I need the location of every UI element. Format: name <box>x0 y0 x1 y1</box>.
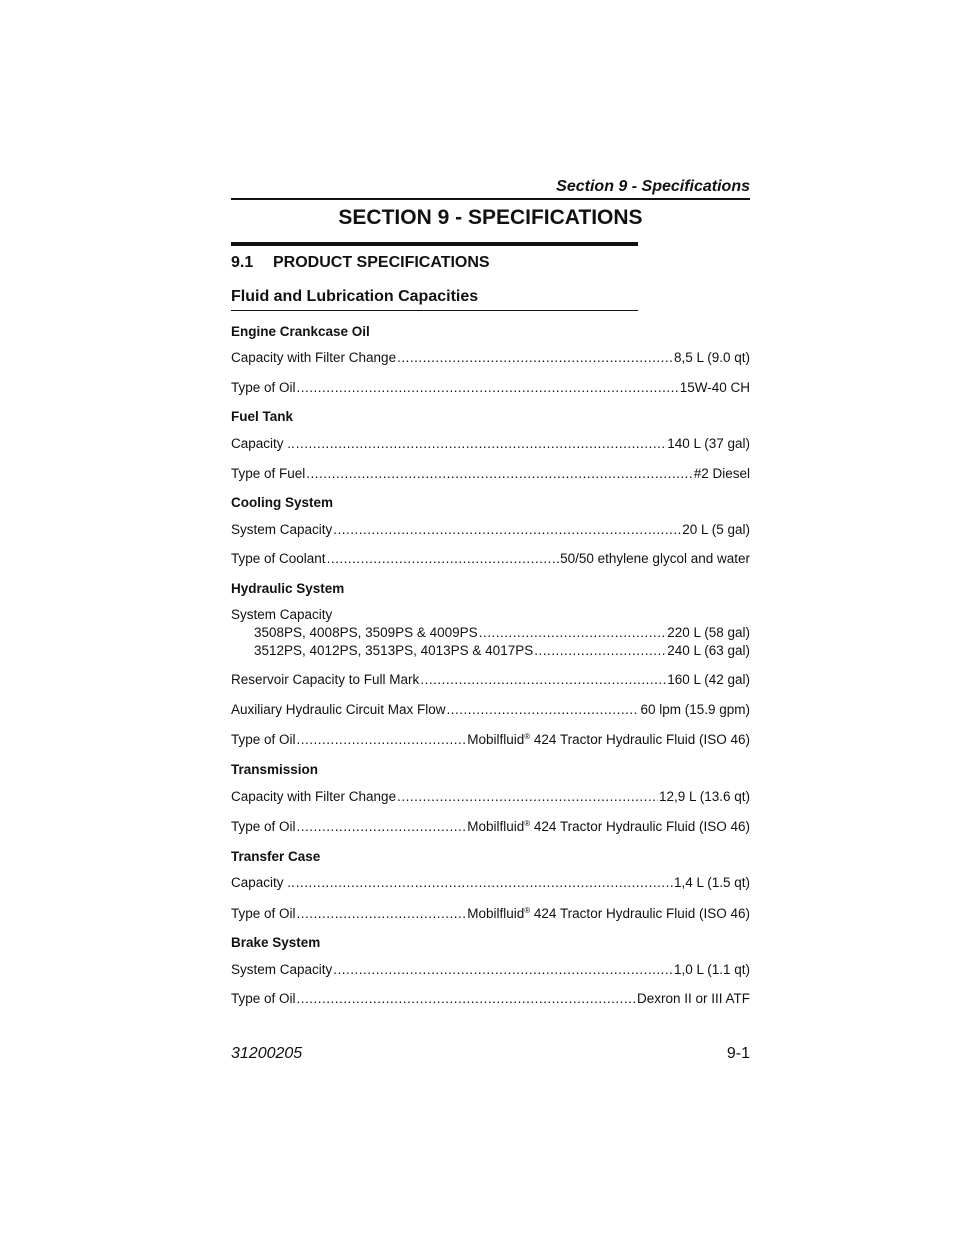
spec-label: 3512PS, 4012PS, 3513PS, 4013PS & 4017PS <box>254 643 534 658</box>
group-title-cooling: Cooling System <box>231 495 334 510</box>
spec-label: Capacity with Filter Change <box>231 789 397 804</box>
brand-name: Mobilfluid <box>467 819 525 834</box>
group-title-transfer: Transfer Case <box>231 849 321 864</box>
subsection-number: 9.1 <box>231 254 254 271</box>
dot-leader <box>333 521 681 539</box>
document-page <box>231 176 750 1008</box>
spec-value: 20 L (5 gal) <box>682 522 750 537</box>
spec-label: Capacity .. <box>231 875 295 890</box>
spec-label: Type of Fuel <box>231 466 306 481</box>
spec-label: 3508PS, 4008PS, 3509PS & 4009PS <box>254 625 478 640</box>
spec-row <box>231 905 750 923</box>
dot-leader <box>420 671 666 689</box>
section-title: SECTION 9 - SPECIFICATIONS <box>338 206 643 229</box>
dot-leader <box>306 465 692 483</box>
fluid-description: 424 Tractor Hydraulic Fluid (ISO 46) <box>530 732 750 747</box>
fluid-description: 424 Tractor Hydraulic Fluid (ISO 46) <box>530 819 750 834</box>
spec-value: 220 L (58 gal) <box>667 625 750 640</box>
section-rule <box>231 242 638 246</box>
subsection-title: PRODUCT SPECIFICATIONS <box>273 254 490 271</box>
spec-row <box>231 624 750 642</box>
spec-label: Type of Oil <box>231 819 296 834</box>
running-header: Section 9 - Specifications <box>556 178 750 195</box>
spec-value: 140 L (37 gal) <box>667 436 750 451</box>
spec-row <box>231 521 750 539</box>
spec-label: Auxiliary Hydraulic Circuit Max Flow <box>231 702 446 717</box>
dot-leader <box>296 874 673 892</box>
spec-label: Reservoir Capacity to Full Mark <box>231 672 420 687</box>
spec-row <box>231 961 750 979</box>
dot-leader <box>297 905 467 923</box>
spec-row <box>231 731 750 749</box>
spec-label: Type of Oil <box>231 991 296 1006</box>
spec-value: 8,5 L (9.0 qt) <box>673 350 750 365</box>
fluid-description: 424 Tractor Hydraulic Fluid (ISO 46) <box>530 906 750 921</box>
dot-leader <box>297 379 679 397</box>
spec-label: Capacity with Filter Change <box>231 350 397 365</box>
dot-leader <box>447 701 640 719</box>
spec-row <box>231 874 750 892</box>
dot-leader <box>296 435 666 453</box>
dot-leader <box>297 731 467 749</box>
spec-value: 12,9 L (13.6 qt) <box>658 789 750 804</box>
spec-row <box>231 788 750 806</box>
page-number: 9-1 <box>726 1045 750 1062</box>
dot-leader <box>479 624 667 642</box>
registered-mark: ® <box>524 732 531 741</box>
registered-mark: ® <box>524 906 531 915</box>
spec-label: System Capacity <box>231 962 333 977</box>
spec-value: 1,0 L (1.1 qt) <box>673 962 750 977</box>
spec-row <box>231 642 750 660</box>
spec-label: Type of Coolant <box>231 551 326 566</box>
dot-leader <box>297 818 467 836</box>
spec-value <box>467 905 750 923</box>
spec-value: #2 Diesel <box>693 466 750 481</box>
spec-label: Type of Oil <box>231 380 296 395</box>
spec-value: 15W-40 CH <box>679 380 750 395</box>
spec-label: System Capacity <box>231 607 333 622</box>
registered-mark: ® <box>524 819 531 828</box>
group-title-hydraulic: Hydraulic System <box>231 581 345 596</box>
spec-value: 240 L (63 gal) <box>667 643 750 658</box>
dot-leader <box>297 990 636 1008</box>
group-title-engine: Engine Crankcase Oil <box>231 324 370 339</box>
spec-row <box>231 818 750 836</box>
spec-label: Capacity .. <box>231 436 295 451</box>
spec-row <box>231 701 750 719</box>
dot-leader <box>397 788 658 806</box>
spec-value: 160 L (42 gal) <box>667 672 750 687</box>
dot-leader <box>534 642 666 660</box>
spec-row <box>231 990 750 1008</box>
group-title-fuel: Fuel Tank <box>231 409 294 424</box>
dot-leader <box>327 550 560 568</box>
spec-row <box>231 435 750 453</box>
spec-value: 50/50 ethylene glycol and water <box>560 551 750 566</box>
subsection-heading <box>231 252 750 274</box>
spec-row <box>231 349 750 367</box>
page-footer <box>231 1043 750 1065</box>
spec-label: System Capacity <box>231 522 333 537</box>
spec-label: Type of Oil <box>231 906 296 921</box>
subheading: Fluid and Lubrication Capacities <box>231 288 479 305</box>
header-rule <box>231 198 750 200</box>
brand-name: Mobilfluid <box>467 732 525 747</box>
spec-label: Type of Oil <box>231 732 296 747</box>
spec-value <box>467 731 750 749</box>
spec-row <box>231 671 750 689</box>
group-title-transmission: Transmission <box>231 762 319 777</box>
document-number: 31200205 <box>231 1045 303 1062</box>
spec-value <box>467 818 750 836</box>
spec-row <box>231 379 750 397</box>
spec-row <box>231 550 750 568</box>
spec-value: Dexron II or III ATF <box>636 991 750 1006</box>
spec-value: 1,4 L (1.5 qt) <box>673 875 750 890</box>
brand-name: Mobilfluid <box>467 906 525 921</box>
dot-leader <box>397 349 673 367</box>
spec-value: 60 lpm (15.9 gpm) <box>640 702 750 717</box>
spec-row <box>231 465 750 483</box>
subheading-rule <box>231 310 638 311</box>
dot-leader <box>333 961 673 979</box>
group-title-brake: Brake System <box>231 935 321 950</box>
